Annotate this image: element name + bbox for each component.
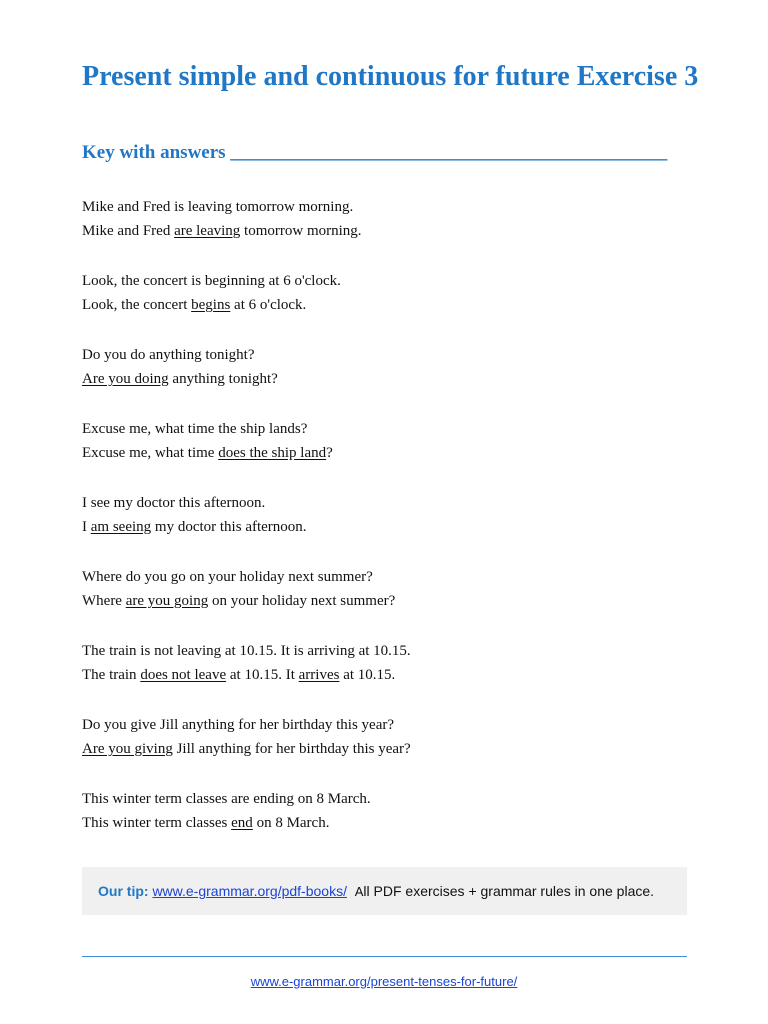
answer-highlight: begins	[191, 297, 231, 313]
exercise-answer	[82, 663, 702, 687]
answer-text: I	[82, 519, 91, 535]
answer-highlight: does the ship land	[218, 445, 327, 461]
tip-text	[347, 883, 654, 899]
exercise-answer	[82, 293, 702, 317]
exercise-question: Do you do anything tonight?	[82, 347, 255, 363]
answer-text: anything tonight?	[168, 371, 278, 387]
exercise-question: Mike and Fred is leaving tomorrow morning.	[82, 199, 354, 215]
tip-label: Our tip:	[98, 883, 149, 899]
exercise-item	[82, 491, 702, 539]
answer-text: Mike and Fred	[82, 223, 175, 239]
answer-highlight: end	[231, 815, 253, 831]
exercise-question: Where do you go on your holiday next summer?	[82, 569, 373, 585]
answer-text: at 10.15. It	[226, 667, 299, 683]
footer-divider	[82, 956, 687, 957]
answer-highlight: are you going	[125, 593, 209, 609]
pdf-books-link[interactable]: www.e-grammar.org/pdf-books/	[152, 883, 347, 899]
exercise-answer	[82, 737, 702, 761]
exercise-item	[82, 343, 702, 391]
exercise-question: I see my doctor this afternoon.	[82, 495, 266, 511]
footer-link[interactable]: www.e-grammar.org/present-tenses-for-future/	[250, 974, 518, 989]
exercise-question: The train is not leaving at 10.15. It is arriving at 10.15.	[82, 643, 411, 659]
exercise-answer	[82, 811, 702, 835]
answer-text: Look, the concert	[82, 297, 192, 313]
exercise-item	[82, 195, 702, 243]
exercise-item	[82, 417, 702, 465]
exercise-answer	[82, 515, 702, 539]
answer-text: ?	[326, 445, 333, 461]
answer-highlight: am seeing	[90, 519, 152, 535]
answer-highlight: Are you doing	[82, 371, 169, 387]
answer-text: tomorrow morning.	[240, 223, 362, 239]
footer	[0, 973, 768, 991]
answer-text: Jill anything for her birthday this year?	[172, 741, 411, 757]
exercise-item	[82, 565, 702, 613]
page-subtitle: Key with answers ______________________________________________	[82, 142, 668, 163]
answer-highlight: Are you giving	[82, 741, 173, 757]
tip-box	[82, 867, 687, 915]
exercise-item	[82, 713, 702, 761]
exercise-item	[82, 639, 702, 687]
answer-text: on 8 March.	[252, 815, 330, 831]
exercise-answer	[82, 441, 702, 465]
exercise-answer	[82, 589, 702, 613]
page-title: Present simple and continuous for future Exercise 3	[82, 61, 699, 92]
tip-text-prefix: A	[354, 884, 364, 899]
exercise-item	[82, 269, 702, 317]
answer-text: on your holiday next summer?	[208, 593, 396, 609]
exercise-question: Excuse me, what time the ship lands?	[82, 421, 308, 437]
tip-text-rest: ll PDF exercises + grammar rules in one place.	[363, 883, 655, 899]
exercise-list	[82, 195, 702, 861]
answer-highlight: does not leave	[140, 667, 227, 683]
exercise-question: Do you give Jill anything for her birthday this year?	[82, 717, 395, 733]
exercise-question: Look, the concert is beginning at 6 o'clock.	[82, 273, 341, 289]
answer-highlight: arrives	[298, 667, 340, 683]
exercise-item	[82, 787, 702, 835]
answer-highlight: are leaving	[174, 223, 241, 239]
answer-text: at 10.15.	[339, 667, 396, 683]
exercise-answer	[82, 219, 702, 243]
answer-text: Where	[82, 593, 126, 609]
answer-text: Excuse me, what time	[82, 445, 219, 461]
exercise-answer	[82, 367, 702, 391]
answer-text: my doctor this afternoon.	[151, 519, 307, 535]
answer-text: This winter term classes	[82, 815, 232, 831]
exercise-question: This winter term classes are ending on 8 March.	[82, 791, 371, 807]
answer-text: The train	[82, 667, 141, 683]
answer-text: at 6 o'clock.	[230, 297, 307, 313]
